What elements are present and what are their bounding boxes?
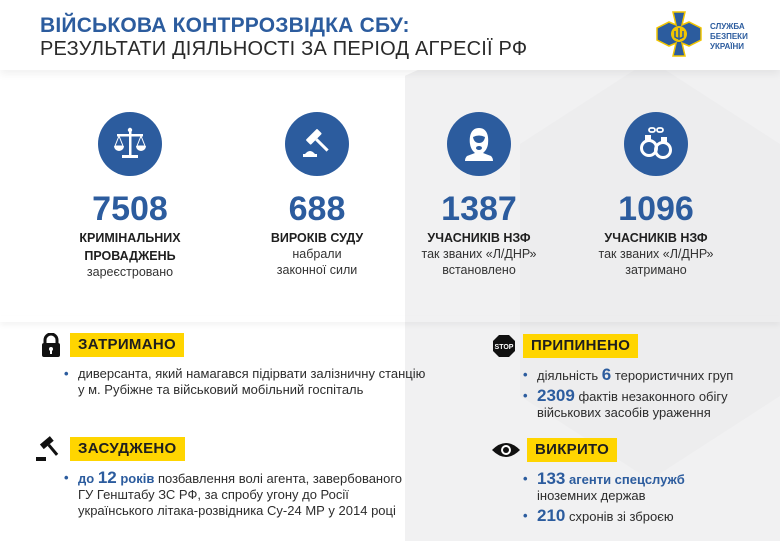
list-item: • диверсанта, який намагався підірвати залізничну станцію у м. Рубіжне та військовий мобільний госпіталь: [64, 366, 425, 398]
stat-militants-detained: 1096 УЧАСНИКІВ НЗФ так званих «Л/ДНР» затримано: [571, 112, 741, 278]
gavel-icon: [285, 112, 349, 176]
detained-list: [64, 366, 425, 398]
section-title: ВИКРИТО: [527, 438, 617, 462]
section-exposed: [491, 437, 685, 529]
handcuffs-icon: [624, 112, 688, 176]
svg-text:STOP: STOP: [494, 344, 514, 351]
sbu-cross-emblem-icon: [655, 10, 703, 58]
stat-criminal-proceedings: 7508 КРИМІНАЛЬНИХ ПРОВАДЖЕНЬ зареєстровано: [45, 112, 215, 280]
scales-icon: [98, 112, 162, 176]
section-title: ЗАСУДЖЕНО: [70, 437, 185, 461]
page-subtitle: РЕЗУЛЬТАТИ ДІЯЛЬНОСТІ ЗА ПЕРІОД АГРЕСІЇ РФ: [40, 38, 528, 60]
sbu-logo: [655, 10, 765, 58]
gavel-icon: [34, 436, 64, 462]
list-item: • 2309 фактів незаконного обігу військових засобів ураження: [523, 388, 733, 421]
exposed-list: [523, 471, 685, 525]
balaclava-icon: [447, 112, 511, 176]
lock-icon: [38, 332, 64, 358]
list-item: • 210 схронів зі зброєю: [523, 508, 685, 525]
convicted-list: [64, 470, 402, 519]
section-title: ПРИПИНЕНО: [523, 334, 638, 358]
list-item: • до 12 років позбавлення волі агента, завербованого ГУ Генштабу ЗС РФ, за спробу угону до Росії українського літака-розвідника Су-24 МР у 2014 році: [64, 470, 402, 519]
list-item: • 133 агенти спецслужб іноземних держав: [523, 471, 685, 504]
header: [0, 0, 780, 70]
section-convicted: [34, 436, 402, 523]
stop-sign-icon: [491, 333, 517, 359]
stat-number: 1096: [618, 190, 694, 228]
stat-court-verdicts: 688 ВИРОКІВ СУДУ набрали законної сили: [232, 112, 402, 278]
sbu-logo-text: СЛУЖБА БЕЗПЕКИ УКРАЇНИ: [710, 22, 748, 51]
section-title: ЗАТРИМАНО: [70, 333, 184, 357]
eye-icon: [491, 437, 521, 463]
stats-band: [0, 70, 780, 322]
section-detained: [38, 332, 425, 402]
list-item: • діяльність 6 терористичних груп: [523, 367, 733, 384]
page-title: ВІЙСЬКОВА КОНТРРОЗВІДКА СБУ:: [40, 14, 410, 37]
stat-militants-identified: 1387 УЧАСНИКІВ НЗФ так званих «Л/ДНР» встановлено: [394, 112, 564, 278]
stopped-list: [523, 367, 733, 421]
section-stopped: [491, 333, 733, 425]
stat-number: 1387: [441, 190, 517, 228]
stat-number: 7508: [92, 190, 168, 228]
stat-number: 688: [288, 190, 346, 228]
